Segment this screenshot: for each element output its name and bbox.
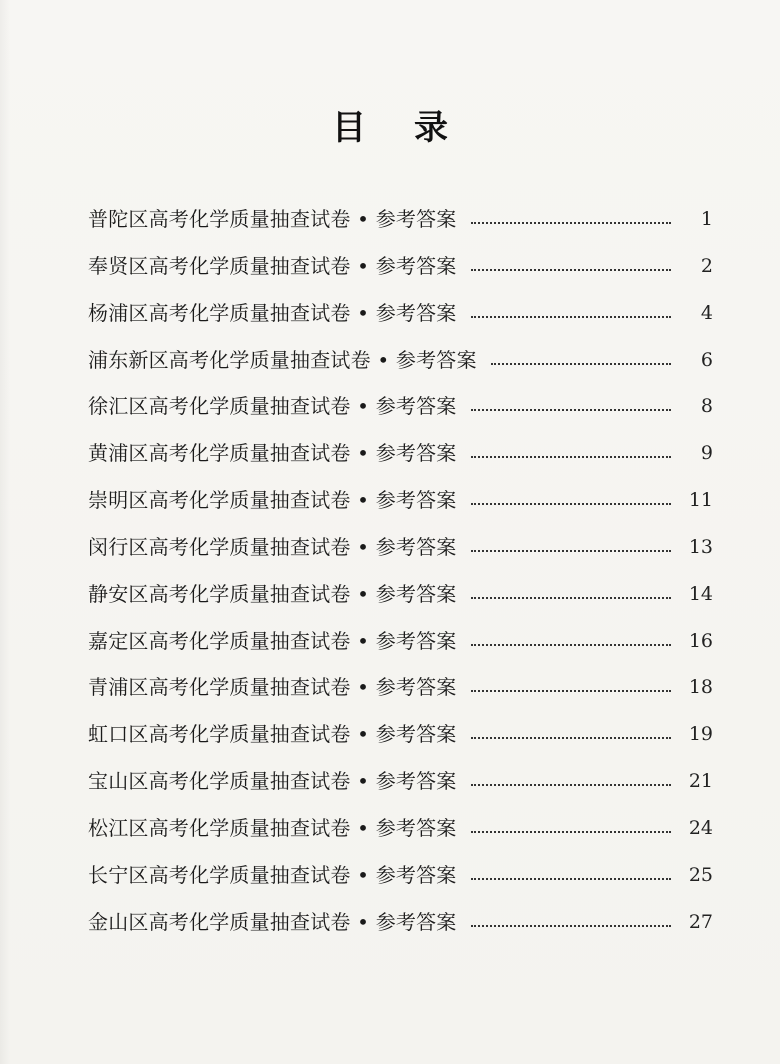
toc-dot-leader bbox=[471, 618, 671, 664]
toc-page-number: 1 bbox=[700, 208, 713, 230]
toc-entry[interactable] bbox=[88, 290, 713, 337]
toc-page-number: 13 bbox=[688, 535, 713, 558]
toc-dot-leader bbox=[471, 383, 671, 429]
toc-dot-leader bbox=[471, 524, 671, 570]
toc-entry-title: 普陀区高考化学质量抽查试卷 • 参考答案 bbox=[88, 207, 457, 231]
toc-entry-title: 黄浦区高考化学质量抽查试卷 • 参考答案 bbox=[88, 441, 457, 466]
toc-entry[interactable] bbox=[88, 711, 713, 758]
toc-dot-leader bbox=[471, 758, 671, 804]
toc-entry-title: 青浦区高考化学质量抽查试卷 • 参考答案 bbox=[88, 675, 457, 700]
toc-entry-title: 松江区高考化学质量抽查试卷 • 参考答案 bbox=[88, 815, 457, 840]
toc-entry-title: 奉贤区高考化学质量抽查试卷 • 参考答案 bbox=[88, 253, 457, 278]
toc-page-number: 18 bbox=[688, 676, 713, 699]
toc-entry-title: 嘉定区高考化学质量抽查试卷 • 参考答案 bbox=[88, 628, 457, 653]
toc-dot-leader bbox=[471, 571, 671, 617]
toc-entry[interactable] bbox=[88, 805, 713, 852]
toc-entry[interactable] bbox=[88, 383, 713, 430]
toc-entry[interactable] bbox=[88, 852, 713, 899]
toc-entry-title: 虹口区高考化学质量抽查试卷 • 参考答案 bbox=[88, 722, 457, 747]
toc-dot-leader bbox=[471, 196, 671, 242]
toc-entry[interactable] bbox=[88, 477, 713, 524]
toc-dot-leader bbox=[471, 430, 671, 476]
toc-entry-title: 宝山区高考化学质量抽查试卷 • 参考答案 bbox=[88, 769, 457, 794]
toc-page-number: 11 bbox=[688, 489, 713, 512]
toc-entry[interactable] bbox=[88, 618, 713, 665]
toc-entry-title: 崇明区高考化学质量抽查试卷 • 参考答案 bbox=[88, 488, 457, 513]
toc-entry-title: 闵行区高考化学质量抽查试卷 • 参考答案 bbox=[88, 534, 457, 559]
toc-dot-leader bbox=[471, 711, 671, 757]
toc-entry[interactable] bbox=[88, 337, 713, 384]
toc-entry-title: 金山区高考化学质量抽查试卷 • 参考答案 bbox=[88, 909, 457, 934]
toc-page-number: 6 bbox=[700, 348, 713, 371]
toc-entry-title: 浦东新区高考化学质量抽查试卷 • 参考答案 bbox=[88, 347, 477, 372]
toc-entry[interactable] bbox=[88, 758, 713, 805]
toc-dot-leader bbox=[471, 899, 671, 945]
toc-entry-title: 静安区高考化学质量抽查试卷 • 参考答案 bbox=[88, 581, 457, 606]
table-of-contents bbox=[88, 196, 713, 946]
toc-page-number: 21 bbox=[688, 770, 713, 793]
toc-page-number: 2 bbox=[700, 254, 713, 277]
toc-entry-title: 杨浦区高考化学质量抽查试卷 • 参考答案 bbox=[88, 300, 457, 325]
toc-dot-leader bbox=[471, 290, 671, 336]
toc-entry[interactable] bbox=[88, 899, 713, 946]
toc-page-number: 14 bbox=[688, 582, 713, 605]
toc-entry[interactable] bbox=[88, 571, 713, 618]
toc-entry[interactable] bbox=[88, 196, 713, 243]
toc-page-number: 27 bbox=[688, 910, 713, 933]
page-title: 目录 bbox=[332, 108, 496, 148]
toc-dot-leader bbox=[471, 852, 671, 898]
toc-page-number: 16 bbox=[688, 629, 713, 652]
scan-edge-shadow bbox=[0, 0, 10, 1064]
toc-page-number: 19 bbox=[688, 723, 713, 746]
toc-page-number: 4 bbox=[700, 301, 713, 324]
toc-dot-leader bbox=[471, 664, 671, 710]
toc-page-number: 25 bbox=[688, 863, 713, 886]
toc-page-number: 8 bbox=[700, 395, 713, 418]
toc-entry[interactable] bbox=[88, 524, 713, 571]
toc-dot-leader bbox=[471, 243, 671, 289]
toc-entry[interactable] bbox=[88, 430, 713, 477]
toc-dot-leader bbox=[491, 337, 671, 383]
toc-page-number: 9 bbox=[700, 442, 713, 465]
toc-dot-leader bbox=[471, 477, 671, 523]
toc-entry[interactable] bbox=[88, 243, 713, 290]
toc-dot-leader bbox=[471, 805, 671, 851]
toc-entry-title: 徐汇区高考化学质量抽查试卷 • 参考答案 bbox=[88, 394, 457, 419]
toc-entry[interactable] bbox=[88, 664, 713, 711]
toc-page-number: 24 bbox=[688, 816, 713, 839]
toc-entry-title: 长宁区高考化学质量抽查试卷 • 参考答案 bbox=[88, 862, 457, 887]
